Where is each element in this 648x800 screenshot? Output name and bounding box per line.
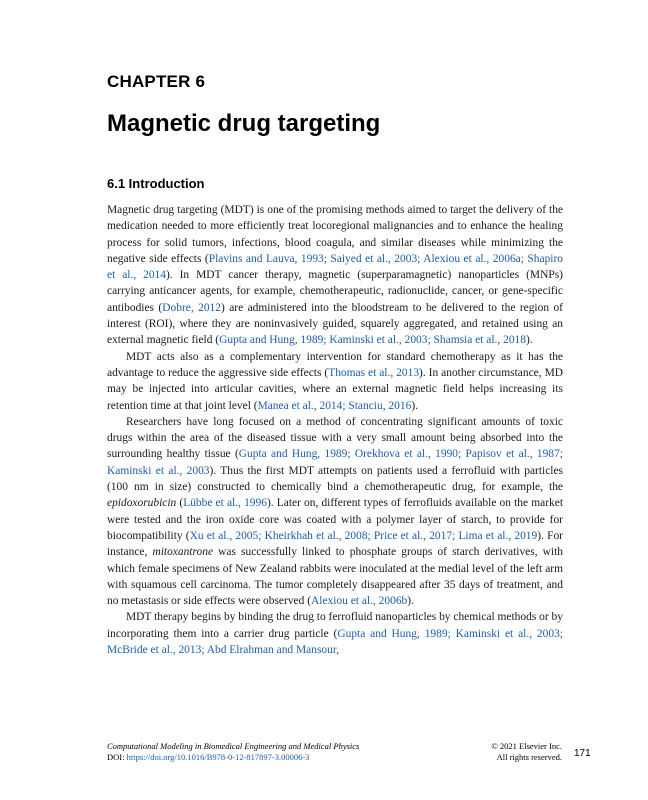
paragraph-text: ). For instance, — [107, 529, 563, 559]
citation-link[interactable]: Lübbe et al., 1996 — [183, 497, 267, 510]
paragraph — [107, 202, 563, 349]
citation-link[interactable]: Gupta and Hung, 1989; Kaminski et al., 2003; Shamsia et al., 2018 — [219, 334, 526, 347]
citation-link[interactable]: Gupta and Hung, 1989; Kaminski et al., 2003; McBride et al., 2013; Abd Elrahman and Mansour, — [107, 627, 563, 657]
paragraph-text: ) are administered into the bloodstream to be delivered to the region of interest (ROI), where they are noninvasively guided, squarely aggregated, and retained using an external magnetic field ( — [107, 301, 563, 347]
rights-reserved: All rights reserved. — [496, 752, 562, 762]
chapter-title: Magnetic drug targeting — [107, 110, 381, 137]
citation-link[interactable]: Plavins and Lauva, 1993; Saiyed et al., 2003; Alexiou et al., 2006a; Shapiro et al., 2014 — [107, 252, 563, 282]
body-text — [107, 202, 563, 658]
paragraph — [107, 414, 563, 610]
paragraph-text: MDT acts also as a complementary intervention for standard chemotherapy as it has the advantage to reduce the aggressive side effects ( — [107, 350, 563, 379]
paragraph-text: ( — [176, 497, 184, 510]
paragraph-text: Researchers have long focused on a method of concentrating significant amounts of toxic drugs within the area of the diseased tissue with a very small amount being absorbed into the surrounding healthy tissue ( — [107, 415, 563, 461]
citation-link[interactable]: Manea et al., 2014; Stanciu, 2016 — [257, 399, 412, 412]
section-heading: 6.1 Introduction — [107, 176, 205, 191]
italic-term: epidoxorubicin — [107, 497, 177, 510]
doi-link[interactable]: https://doi.org/10.1016/B978-0-12-817897-3.00006-3 — [126, 752, 310, 762]
paragraph-text: ). — [411, 399, 418, 412]
paragraph — [107, 349, 563, 414]
paragraph-text: was successfully linked to phosphate groups of starch derivatives, with which female specimens of New Zealand rabbits were inoculated at the medial level of the left arm with squamous cell carcinoma. The tumor completely disappeared after 35 days of treatment, and no metastasis or side effects were observed ( — [107, 546, 563, 608]
book-title: Computational Modeling in Biomedical Engineering and Medical Physics — [107, 741, 360, 751]
copyright: © 2021 Elsevier Inc. — [491, 741, 562, 751]
citation-link[interactable]: Xu et al., 2005; Kheirkhah et al., 2008; Price et al., 2017; Lima et al., 2019 — [189, 529, 538, 542]
paragraph-text: MDT therapy begins by binding the drug to ferrofluid nanoparticles by chemical methods or by incorporating them into a carrier drug particle ( — [107, 611, 563, 640]
doi-line — [107, 752, 359, 763]
italic-term: mitoxantrone — [152, 546, 214, 559]
page-number: 171 — [574, 748, 591, 759]
citation-link[interactable]: Thomas et al., 2013 — [328, 366, 420, 379]
paragraph-text: ). Thus the first MDT attempts on patients used a ferrofluid with particles (100 nm in size) constructed to chemically bind a chemotherapeutic drug, for example, the — [107, 464, 563, 494]
doi-label: DOI: — [107, 752, 127, 762]
chapter-label: CHAPTER 6 — [107, 72, 206, 91]
paragraph — [107, 609, 563, 658]
paragraph-text: ). — [407, 595, 414, 608]
citation-link[interactable]: Alexiou et al., 2006b — [311, 595, 408, 608]
paragraph-text: ). In another circumstance, MD may be injected into articular cavities, where an external magnetic field helps increasing its retention time at that joint level ( — [107, 366, 563, 412]
footer-left — [107, 741, 359, 763]
paragraph-text: ). In MDT cancer therapy, magnetic (superparamagnetic) nanoparticles (MNPs) carrying anticancer agents, for example, chemotherapeutic, radionuclide, cancer, or gene-specific antibodies ( — [107, 269, 563, 314]
citation-link[interactable]: Dobre, 2012 — [162, 301, 221, 314]
citation-link[interactable]: Gupta and Hung, 1989; Orekhova et al., 1990; Papisov et al., 1987; Kaminski et al., 2003 — [107, 448, 563, 477]
paragraph-text: ). Later on, different types of ferrofluids available on the market were tested and the iron oxide core was coated with a polymer layer of starch, to provide for biocompatibility ( — [107, 497, 563, 542]
footer-right — [452, 741, 562, 763]
paragraph-text: ). — [525, 334, 533, 347]
paragraph-text: Magnetic drug targeting (MDT) is one of the promising methods aimed to target the delivery of the medication needed to more efficiently treat locoregional malignancies and to enhance the healing process for solid tumors, infections, blood coagula, and similar diseases while minimizing the negative side effects ( — [107, 204, 563, 265]
